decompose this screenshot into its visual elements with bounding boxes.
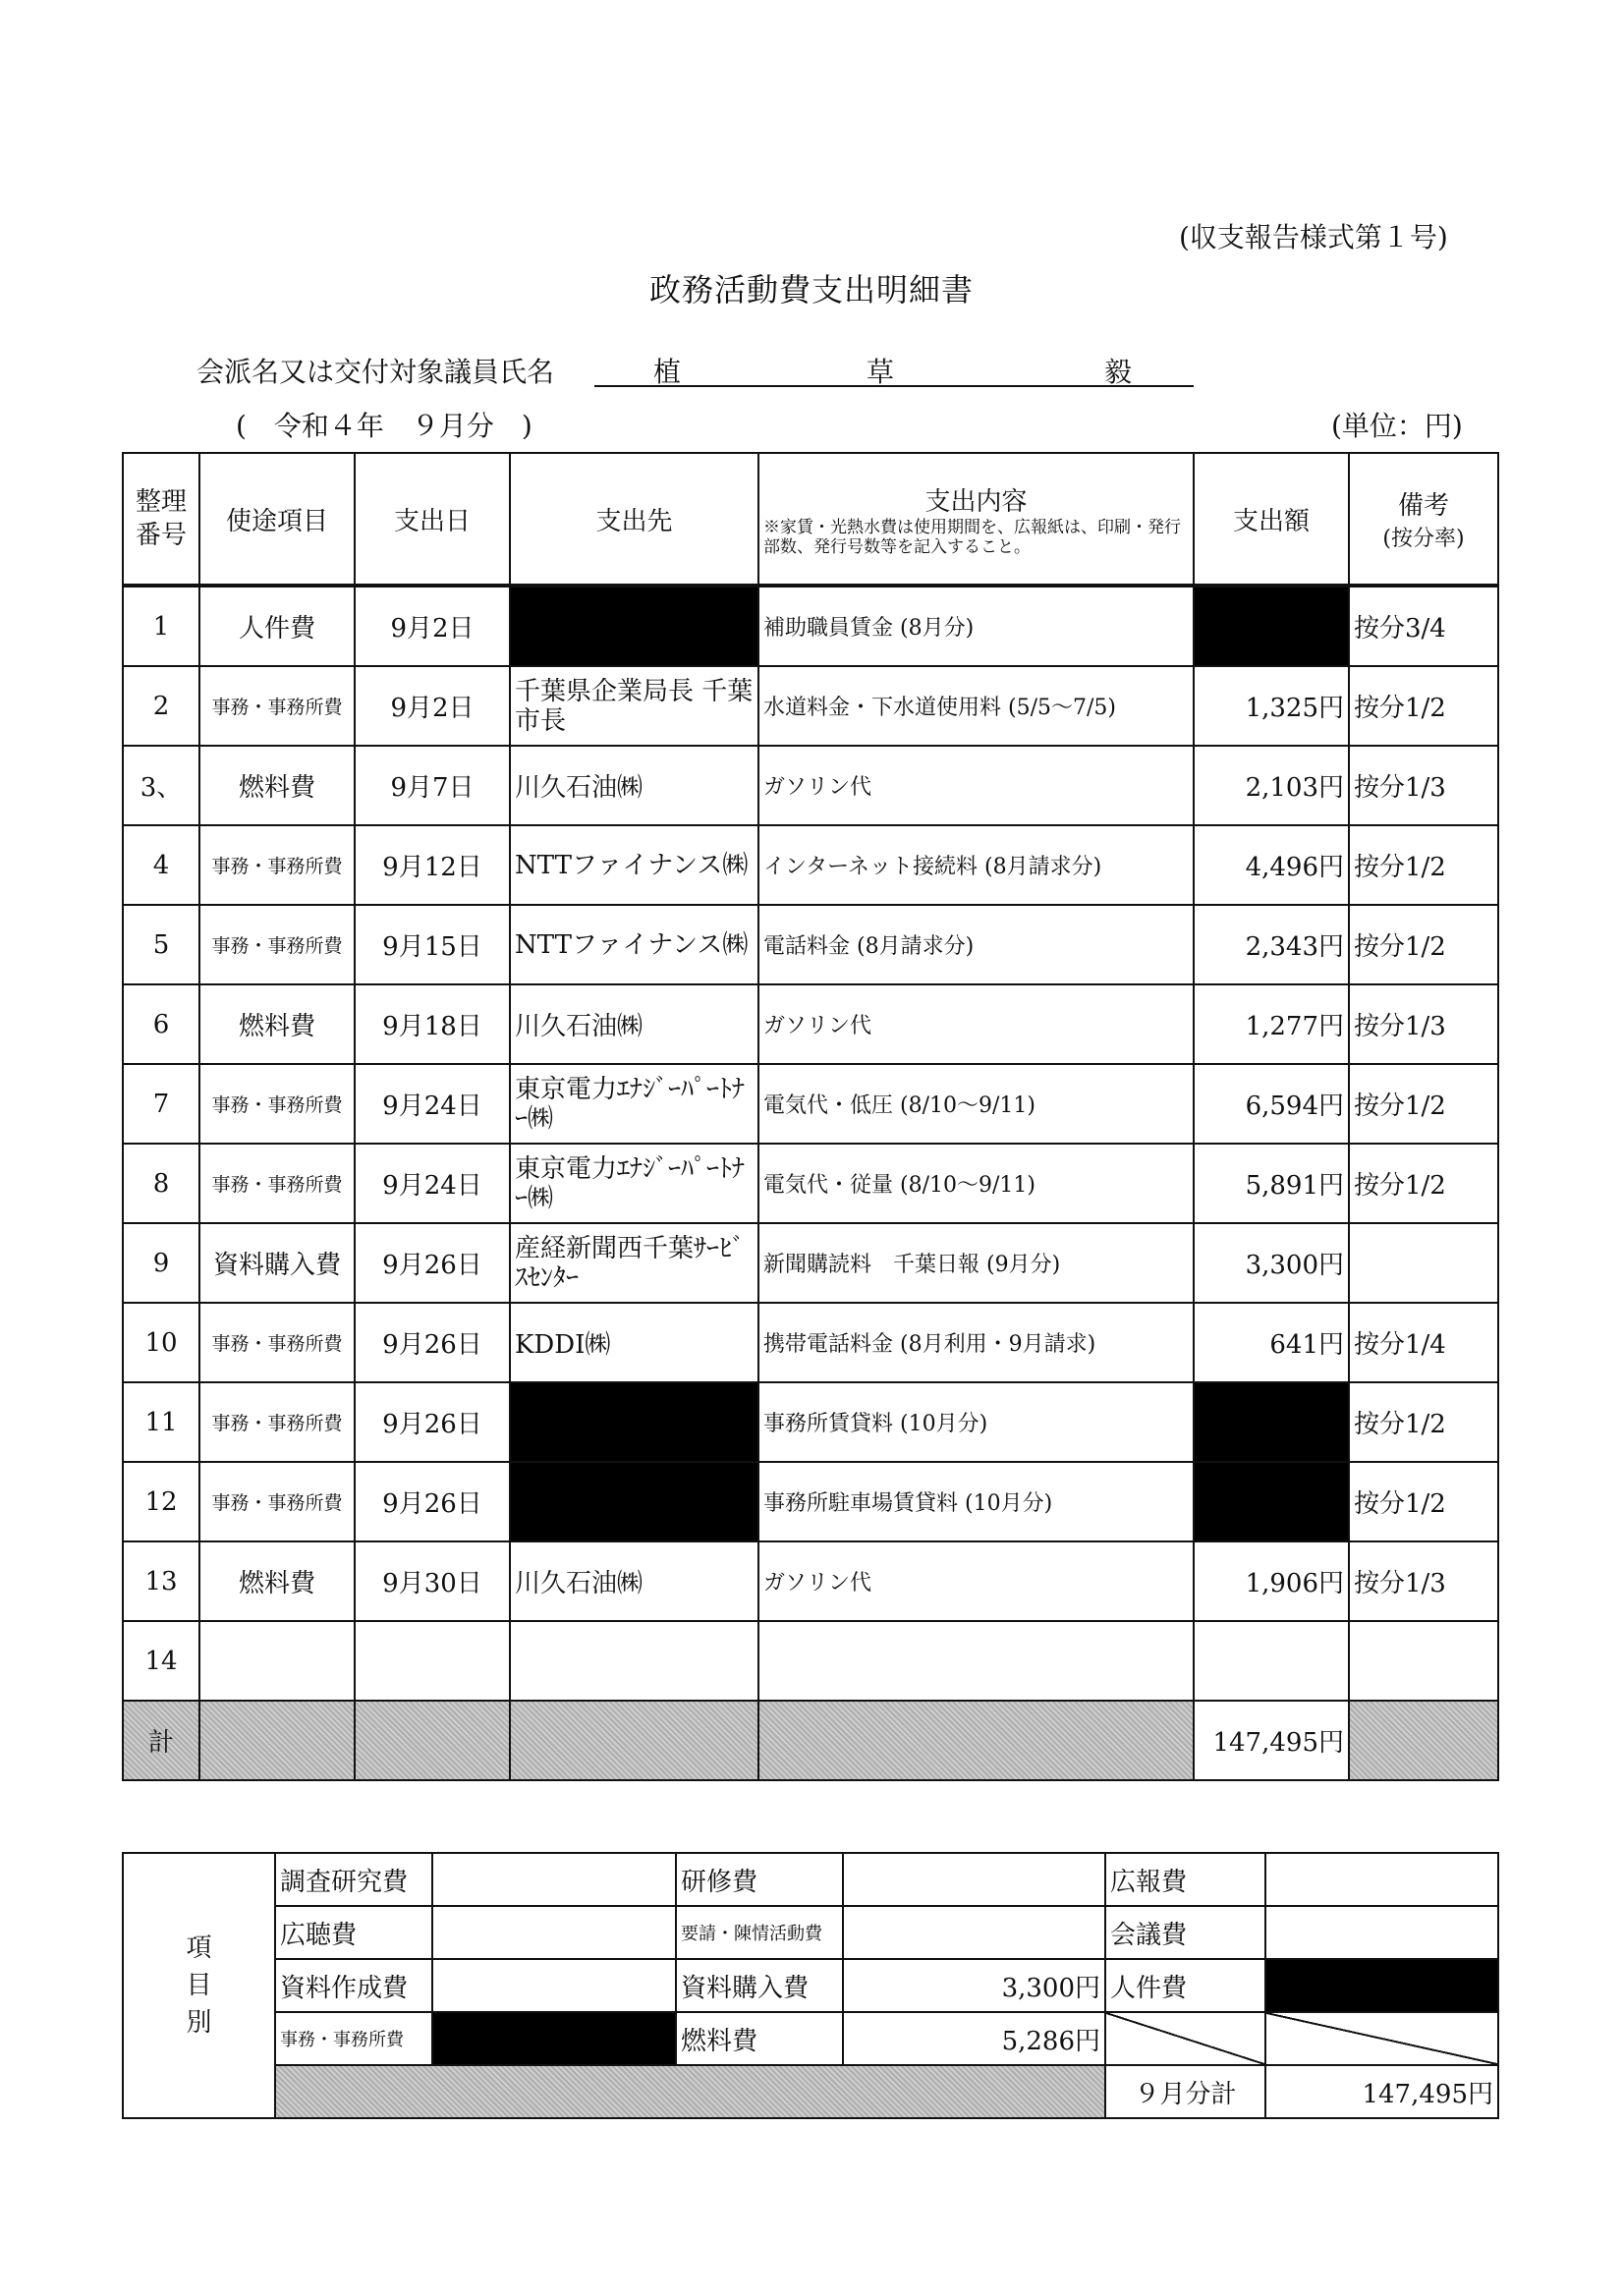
- category-summary-table: [122, 1852, 1499, 2119]
- cell-payee: 川久石油㈱: [510, 746, 758, 825]
- summary-meeting-value: [1265, 1906, 1498, 1959]
- cell-content: 補助職員賃金 (8月分): [758, 586, 1194, 666]
- cell-remarks: 按分1/3: [1349, 746, 1498, 825]
- cell-category: 事務・事務所費: [199, 1064, 355, 1144]
- cell-payee-redacted: [510, 1462, 758, 1541]
- table-row: [123, 825, 1498, 905]
- total-label: 計: [123, 1701, 199, 1780]
- cell-payee: [510, 1621, 758, 1701]
- cell-category: 事務・事務所費: [199, 666, 355, 746]
- member-name-label: 会派名又は交付対象議員氏名: [196, 356, 555, 388]
- header-amount: 支出額: [1194, 453, 1349, 586]
- total-shaded-cell: [1349, 1701, 1498, 1780]
- unit-label: (単位：円): [1331, 410, 1463, 442]
- cell-no: 14: [123, 1621, 199, 1701]
- cell-remarks: 按分3/4: [1349, 586, 1498, 666]
- summary-office-label: 事務・事務所費: [275, 2012, 432, 2065]
- table-row: [123, 746, 1498, 825]
- cell-category: 燃料費: [199, 984, 355, 1064]
- table-row: [123, 1144, 1498, 1223]
- cell-content: 事務所駐車場賃貸料 (10月分): [758, 1462, 1194, 1541]
- summary-month-total-label: ９月分計: [1105, 2065, 1265, 2118]
- cell-payee: 東京電力ｴﾅｼﾞｰﾊﾟｰﾄﾅｰ㈱: [510, 1064, 758, 1144]
- cell-content: 事務所賃貸料 (10月分): [758, 1382, 1194, 1462]
- cell-no: 11: [123, 1382, 199, 1462]
- cell-date: 9月24日: [355, 1144, 510, 1223]
- member-name-part: 植: [653, 356, 682, 388]
- summary-research-label: 調査研究費: [275, 1853, 432, 1906]
- summary-personnel-label: 人件費: [1105, 1959, 1265, 2012]
- cell-amount-redacted: [1194, 586, 1349, 666]
- cell-category: 事務・事務所費: [199, 1303, 355, 1382]
- cell-no: 6: [123, 984, 199, 1064]
- cell-category: 資料購入費: [199, 1223, 355, 1303]
- cell-date: 9月26日: [355, 1223, 510, 1303]
- cell-remarks: 按分1/2: [1349, 1064, 1498, 1144]
- summary-document-purchase-value: 3,300円: [843, 1959, 1105, 2012]
- cell-no: 3、: [123, 746, 199, 825]
- table-row: [123, 1223, 1498, 1303]
- header-content-note: ※家賃・光熱水費は使用期間を、広報紙は、印刷・発行部数、発行号数等を記入すること。: [763, 517, 1181, 557]
- cell-payee: 東京電力ｴﾅｼﾞｰﾊﾟｰﾄﾅｰ㈱: [510, 1144, 758, 1223]
- table-row: [123, 984, 1498, 1064]
- table-header-row: [123, 453, 1498, 586]
- cell-remarks: 按分1/2: [1349, 666, 1498, 746]
- summary-training-value: [843, 1853, 1105, 1906]
- summary-hearing-value: [432, 1906, 676, 1959]
- table-row: [123, 586, 1498, 666]
- summary-training-label: 研修費: [676, 1853, 843, 1906]
- cell-category: 事務・事務所費: [199, 1144, 355, 1223]
- cell-no: 7: [123, 1064, 199, 1144]
- summary-row: [123, 2012, 1498, 2065]
- cell-payee: 川久石油㈱: [510, 1541, 758, 1621]
- summary-meeting-label: 会議費: [1105, 1906, 1265, 1959]
- cell-date: 9月26日: [355, 1382, 510, 1462]
- cell-remarks: 按分1/4: [1349, 1303, 1498, 1382]
- cell-payee-redacted: [510, 1382, 758, 1462]
- cell-remarks: 按分1/2: [1349, 1382, 1498, 1462]
- total-shaded-cell: [758, 1701, 1194, 1780]
- cell-content: [758, 1621, 1194, 1701]
- cell-amount: 6,594円: [1194, 1064, 1349, 1144]
- cell-payee: NTTファイナンス㈱: [510, 825, 758, 905]
- cell-amount: 641円: [1194, 1303, 1349, 1382]
- header-no: 整理番号: [123, 453, 199, 586]
- header-category: 使途項目: [199, 453, 355, 586]
- cell-category: 燃料費: [199, 746, 355, 825]
- summary-document-making-label: 資料作成費: [275, 1959, 432, 2012]
- cell-category: 事務・事務所費: [199, 1462, 355, 1541]
- cell-no: 4: [123, 825, 199, 905]
- table-row: [123, 1382, 1498, 1462]
- cell-amount: 5,891円: [1194, 1144, 1349, 1223]
- cell-content: ガソリン代: [758, 746, 1194, 825]
- cell-category: 事務・事務所費: [199, 1382, 355, 1462]
- summary-pr-value: [1265, 1853, 1498, 1906]
- cell-remarks: [1349, 1621, 1498, 1701]
- cell-content: ガソリン代: [758, 984, 1194, 1064]
- summary-shaded-cell: [275, 2065, 1105, 2118]
- cell-date: 9月12日: [355, 825, 510, 905]
- cell-content: 新聞購読料 千葉日報 (9月分): [758, 1223, 1194, 1303]
- summary-side-label: [123, 1853, 275, 2118]
- cell-remarks: 按分1/2: [1349, 905, 1498, 984]
- summary-blank-diagonal: [1265, 2012, 1498, 2065]
- summary-fuel-value: 5,286円: [843, 2012, 1105, 2065]
- cell-date: 9月26日: [355, 1462, 510, 1541]
- cell-amount: 1,277円: [1194, 984, 1349, 1064]
- cell-amount: 2,103円: [1194, 746, 1349, 825]
- cell-payee: 川久石油㈱: [510, 984, 758, 1064]
- total-amount: 147,495円: [1194, 1701, 1349, 1780]
- summary-row: [123, 2065, 1498, 2118]
- total-shaded-cell: [355, 1701, 510, 1780]
- cell-remarks: 按分1/3: [1349, 1541, 1498, 1621]
- cell-remarks: 按分1/2: [1349, 825, 1498, 905]
- cell-amount-redacted: [1194, 1462, 1349, 1541]
- table-row: [123, 1462, 1498, 1541]
- cell-no: 1: [123, 586, 199, 666]
- summary-office-value-redacted: [432, 2012, 676, 2065]
- cell-date: 9月30日: [355, 1541, 510, 1621]
- header-date: 支出日: [355, 453, 510, 586]
- page-title: 政務活動費支出明細書: [648, 271, 974, 308]
- cell-date: 9月15日: [355, 905, 510, 984]
- cell-category: 人件費: [199, 586, 355, 666]
- cell-no: 5: [123, 905, 199, 984]
- table-row: [123, 1541, 1498, 1621]
- table-row: [123, 1621, 1498, 1701]
- cell-payee: 産経新聞西千葉ｻｰﾋﾞｽｾﾝﾀｰ: [510, 1223, 758, 1303]
- cell-category: 事務・事務所費: [199, 825, 355, 905]
- period: ( 令和４年 ９月分 ): [236, 410, 532, 442]
- table-row: [123, 666, 1498, 746]
- cell-date: [355, 1621, 510, 1701]
- header-content: [758, 453, 1194, 586]
- form-number: (収支報告様式第１号): [1179, 221, 1448, 253]
- summary-personnel-value-redacted: [1265, 1959, 1498, 2012]
- cell-date: 9月2日: [355, 666, 510, 746]
- cell-amount: 2,343円: [1194, 905, 1349, 984]
- summary-document-making-value: [432, 1959, 676, 2012]
- summary-petition-value: [843, 1906, 1105, 1959]
- cell-amount: 1,906円: [1194, 1541, 1349, 1621]
- summary-row: [123, 1906, 1498, 1959]
- summary-fuel-label: 燃料費: [676, 2012, 843, 2065]
- header-payee: 支出先: [510, 453, 758, 586]
- summary-research-value: [432, 1853, 676, 1906]
- cell-remarks: 按分1/2: [1349, 1144, 1498, 1223]
- cell-amount: 1,325円: [1194, 666, 1349, 746]
- member-name-part: 毅: [1104, 356, 1133, 388]
- summary-blank-diagonal: [1105, 2012, 1265, 2065]
- header-remarks-sub: (按分率): [1382, 527, 1465, 551]
- table-row: [123, 1303, 1498, 1382]
- summary-row: [123, 1853, 1498, 1906]
- table-row: [123, 1064, 1498, 1144]
- total-shaded-cell: [199, 1701, 355, 1780]
- expense-table: [122, 452, 1499, 1781]
- cell-category: [199, 1621, 355, 1701]
- cell-date: 9月18日: [355, 984, 510, 1064]
- cell-content: 電気代・従量 (8/10〜9/11): [758, 1144, 1194, 1223]
- header-remarks-title: 備考: [1397, 491, 1449, 521]
- cell-remarks: 按分1/2: [1349, 1462, 1498, 1541]
- cell-amount-redacted: [1194, 1382, 1349, 1462]
- cell-content: 電気代・低圧 (8/10〜9/11): [758, 1064, 1194, 1144]
- table-row: [123, 905, 1498, 984]
- summary-month-total-value: 147,495円: [1265, 2065, 1498, 2118]
- cell-amount: 4,496円: [1194, 825, 1349, 905]
- summary-petition-label: 要請・陳情活動費: [676, 1906, 843, 1959]
- member-name-part: 草: [867, 356, 895, 388]
- cell-no: 12: [123, 1462, 199, 1541]
- cell-no: 9: [123, 1223, 199, 1303]
- cell-no: 13: [123, 1541, 199, 1621]
- summary-row: [123, 1959, 1498, 2012]
- total-row: [123, 1701, 1498, 1780]
- header-remarks: [1349, 453, 1498, 586]
- cell-remarks: [1349, 1223, 1498, 1303]
- total-shaded-cell: [510, 1701, 758, 1780]
- cell-date: 9月24日: [355, 1064, 510, 1144]
- summary-pr-label: 広報費: [1105, 1853, 1265, 1906]
- cell-content: 水道料金・下水道使用料 (5/5〜7/5): [758, 666, 1194, 746]
- cell-amount: 3,300円: [1194, 1223, 1349, 1303]
- cell-content: インターネット接続料 (8月請求分): [758, 825, 1194, 905]
- cell-category: 事務・事務所費: [199, 905, 355, 984]
- cell-payee: 千葉県企業局長 千葉市長: [510, 666, 758, 746]
- cell-payee-redacted: [510, 586, 758, 666]
- cell-no: 2: [123, 666, 199, 746]
- cell-no: 8: [123, 1144, 199, 1223]
- cell-content: ガソリン代: [758, 1541, 1194, 1621]
- cell-date: 9月2日: [355, 586, 510, 666]
- cell-category: 燃料費: [199, 1541, 355, 1621]
- cell-payee: KDDI㈱: [510, 1303, 758, 1382]
- cell-no: 10: [123, 1303, 199, 1382]
- summary-side-label-text: 項目別: [186, 1933, 212, 2038]
- header-content-title: 支出内容: [924, 486, 1028, 517]
- summary-document-purchase-label: 資料購入費: [676, 1959, 843, 2012]
- cell-date: 9月26日: [355, 1303, 510, 1382]
- cell-content: 携帯電話料金 (8月利用・9月請求): [758, 1303, 1194, 1382]
- cell-date: 9月7日: [355, 746, 510, 825]
- cell-content: 電話料金 (8月請求分): [758, 905, 1194, 984]
- summary-hearing-label: 広聴費: [275, 1906, 432, 1959]
- cell-amount: [1194, 1621, 1349, 1701]
- cell-payee: NTTファイナンス㈱: [510, 905, 758, 984]
- cell-remarks: 按分1/3: [1349, 984, 1498, 1064]
